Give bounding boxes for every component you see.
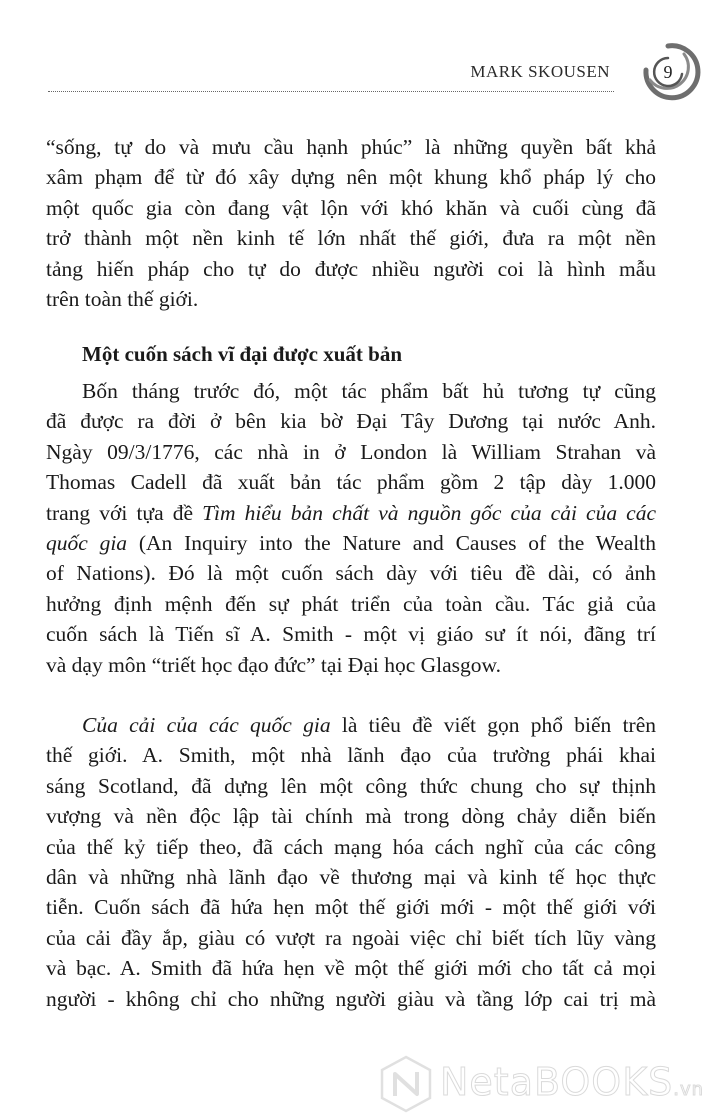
text-line: thế giới. A. Smith, một nhà lãnh đạo của trường phái khai xyxy=(46,743,656,768)
paragraph-3 xyxy=(46,710,656,1014)
text-line: Thomas Cadell đã xuất bản tác phẩm gồm 2 tập dày 1.000 xyxy=(46,470,656,495)
book-title-italic: Tìm hiểu bản chất và nguồn gốc của cải của các xyxy=(202,500,656,525)
text-line xyxy=(46,710,656,740)
paragraph-2 xyxy=(46,376,656,680)
section-heading: Một cuốn sách vĩ đại được xuất bản xyxy=(82,342,403,366)
text-line: tảng hiến pháp cho tự do được nhiều người coi là hình mẫu xyxy=(46,256,656,281)
page-number: 9 xyxy=(663,62,673,82)
text-line xyxy=(46,498,656,528)
netabooks-watermark xyxy=(378,1052,704,1116)
watermark-brand: NetaBOOKS xyxy=(440,1060,674,1104)
book-title-italic: quốc gia xyxy=(46,531,128,556)
text-line: và bạc. A. Smith đã hứa hẹn về một thế giới mới cho tất cả mọi xyxy=(46,956,656,981)
text-line: hưởng định mệnh đến sự phát triển của toàn cầu. Tác giả của xyxy=(46,591,656,616)
text-line: và dạy môn “triết học đạo đức” tại Đại học Glasgow. xyxy=(46,652,502,677)
text-line: trở thành một nền kinh tế lớn nhất thế giới, đưa ra một nền xyxy=(46,226,656,251)
text-line: dân và những nhà lãnh đạo về thương mại và kinh tế học thực xyxy=(46,865,656,890)
text-line: đã được ra đời ở bên kia bờ Đại Tây Dương tại nước Anh. xyxy=(46,409,656,434)
text-run: trang với tựa đề xyxy=(46,500,203,525)
text-line xyxy=(46,528,656,558)
book-title-italic: Của cải của các quốc gia xyxy=(82,713,331,737)
watermark-tld: .vn xyxy=(673,1079,704,1100)
text-line: sáng Scotland, đã dựng lên một công thức chung cho sự thịnh xyxy=(46,773,656,798)
header-author: MARK SKOUSEN xyxy=(470,62,610,81)
text-line: “sống, tự do và mưu cầu hạnh phúc” là những quyền bất khả xyxy=(46,135,656,159)
text-line: of Nations). Đó là một cuốn sách dày với tiêu đề dài, có ảnh xyxy=(46,561,656,586)
netabooks-logo-icon xyxy=(378,1054,434,1114)
text-line: Ngày 09/3/1776, các nhà in ở London là William Strahan và xyxy=(46,439,656,464)
text-run: là tiêu đề viết gọn phổ biến trên xyxy=(330,713,656,737)
text-line: trên toàn thế giới. xyxy=(46,287,199,312)
text-line: của cải đầy ắp, giàu có vượt ra ngoài việc chỉ biết tích lũy vàng xyxy=(46,925,656,950)
text-line: người - không chỉ cho những người giàu và tầng lớp cai trị mà xyxy=(46,986,656,1011)
text-line: Bốn tháng trước đó, một tác phẩm bất hủ tương tự cũng xyxy=(82,379,656,403)
text-line: một quốc gia còn đang vật lộn với khó khăn và cuối cùng đã xyxy=(46,195,656,220)
header-dotted-rule xyxy=(48,91,614,92)
watermark-text xyxy=(440,1060,704,1104)
text-run: (An Inquiry into the Nature and Causes of the Wealth xyxy=(127,531,656,556)
page-number-badge xyxy=(640,40,696,104)
paragraph-1 xyxy=(46,132,656,314)
text-line: vượng và nền độc lập tài chính mà trong dòng chảy diễn biến xyxy=(46,804,656,829)
text-line: tiễn. Cuốn sách đã hứa hẹn một thế giới mới - một thế giới với xyxy=(46,895,656,920)
text-line: xâm phạm để từ đó xây dựng nên một khung khổ pháp lý cho xyxy=(46,165,656,190)
text-line: của thế kỷ tiếp theo, đã cách mạng hóa cách nghĩ của các công xyxy=(46,834,656,859)
text-line: cuốn sách là Tiến sĩ A. Smith - một vị giáo sư ít nói, đãng trí xyxy=(46,622,656,647)
